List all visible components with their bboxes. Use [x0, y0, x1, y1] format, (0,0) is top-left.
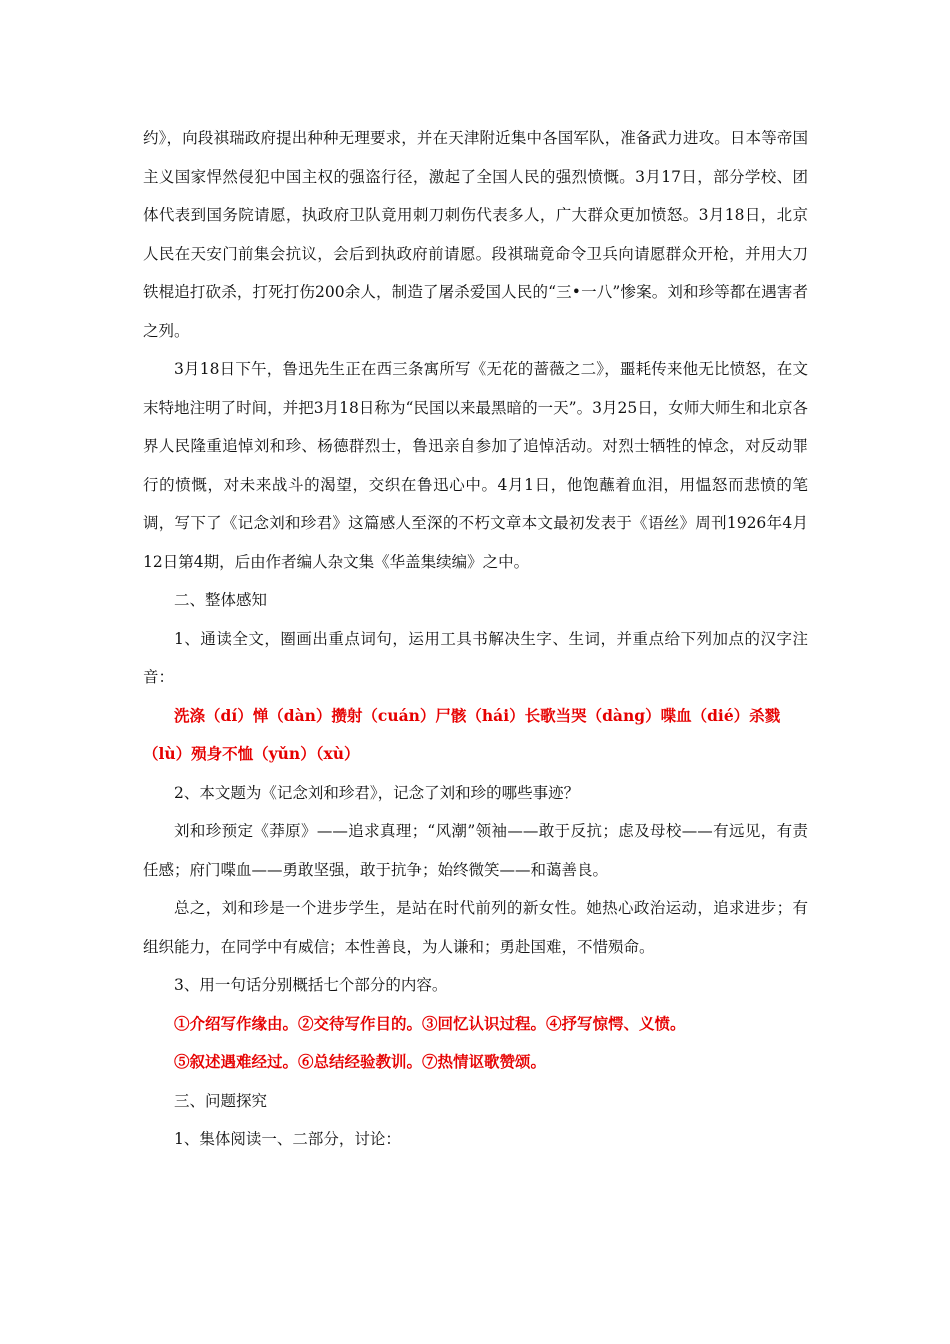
section-heading-problem-exploration: 三、问题探究	[174, 1091, 268, 1110]
question-2-answer-deeds: 刘和珍预定《莽原》——追求真理；“风潮”领袖——敢于反抗；虑及母校——有远见，有责任感；府门喋血——勇敢坚强，敢于抗争；始终微笑——和蔼善良。	[143, 822, 808, 879]
background-paragraph-continued: 约》，向段祺瑞政府提出种种无理要求，并在天津附近集中各国军队，准备武力进攻。日本等帝国主义国家悍然侵犯中国主权的强盗行径，激起了全国人民的强烈愤慨。3月17日，部分学校、团体代表到国务院请愿，执政府卫队竟用刺刀刺伤代表多人，广大群众更加愤怒。3月18日，北京人民在天安门前集会抗议，会后到执政府前请愿。段祺瑞竟命令卫兵向请愿群众开枪，并用大刀铁棍追打砍杀，打死打伤200余人，制造了屠杀爱国人民的“三•一八”惨案。刘和珍等都在遇害者之列。	[143, 129, 808, 340]
question-3: 3、用一句话分别概括七个部分的内容。	[174, 976, 448, 994]
background-paragraph-march18: 3月18日下午，鲁迅先生正在西三条寓所写《无花的蔷薇之二》，噩耗传来他无比愤怒，在文末特地注明了时间，并把3月18日称为“民国以来最黑暗的一天”。3月25日，女师大师生和北京各界人民隆重追悼刘和珍、杨德群烈士，鲁迅亲自参加了追悼活动。对烈士牺牲的悼念，对反动罪行的愤慨，对未来战斗的渴望，交织在鲁迅心中。4月1日，他饱蘸着血泪，用愠怒而悲愤的笔调，写下了《记念刘和珍君》这篇感人至深的不朽文章本文最初发表于《语丝》周刊1926年4月12日第4期，后由作者编人杂文集《华盖集续编》之中。	[143, 360, 808, 571]
exploration-question-1: 1、集体阅读一、二部分，讨论：	[174, 1130, 401, 1148]
section-heading-overall-perception: 二、整体感知	[174, 591, 268, 609]
question-3-answer-line-2: ⑤叙述遇难经过。⑥总结经验教训。⑦热情讴歌赞颂。	[174, 1052, 547, 1071]
question-1-pronunciation-answer: 洗涤（dí）惮（dàn）攒射（cuán）尸骸（hái）长歌当哭（dàng）喋血（dié）杀戮（lù）殒身不恤（yǔn）（xù）	[143, 705, 781, 763]
document-page	[143, 119, 808, 1159]
question-2-answer-summary: 总之，刘和珍是一个进步学生，是站在时代前列的新女性。她热心政治运动，追求进步；有组织能力，在同学中有威信；本性善良，为人谦和；勇赴国难，不惜殒命。	[143, 899, 808, 956]
question-1: 1、通读全文，圈画出重点词句，运用工具书解决生字、生词，并重点给下列加点的汉字注音：	[143, 629, 808, 686]
question-3-answer-line-1: ①介绍写作缘由。②交待写作目的。③回忆认识过程。④抒写惊愕、义愤。	[174, 1013, 686, 1033]
question-2: 2、本文题为《记念刘和珍君》，记念了刘和珍的哪些事迹？	[174, 783, 580, 802]
